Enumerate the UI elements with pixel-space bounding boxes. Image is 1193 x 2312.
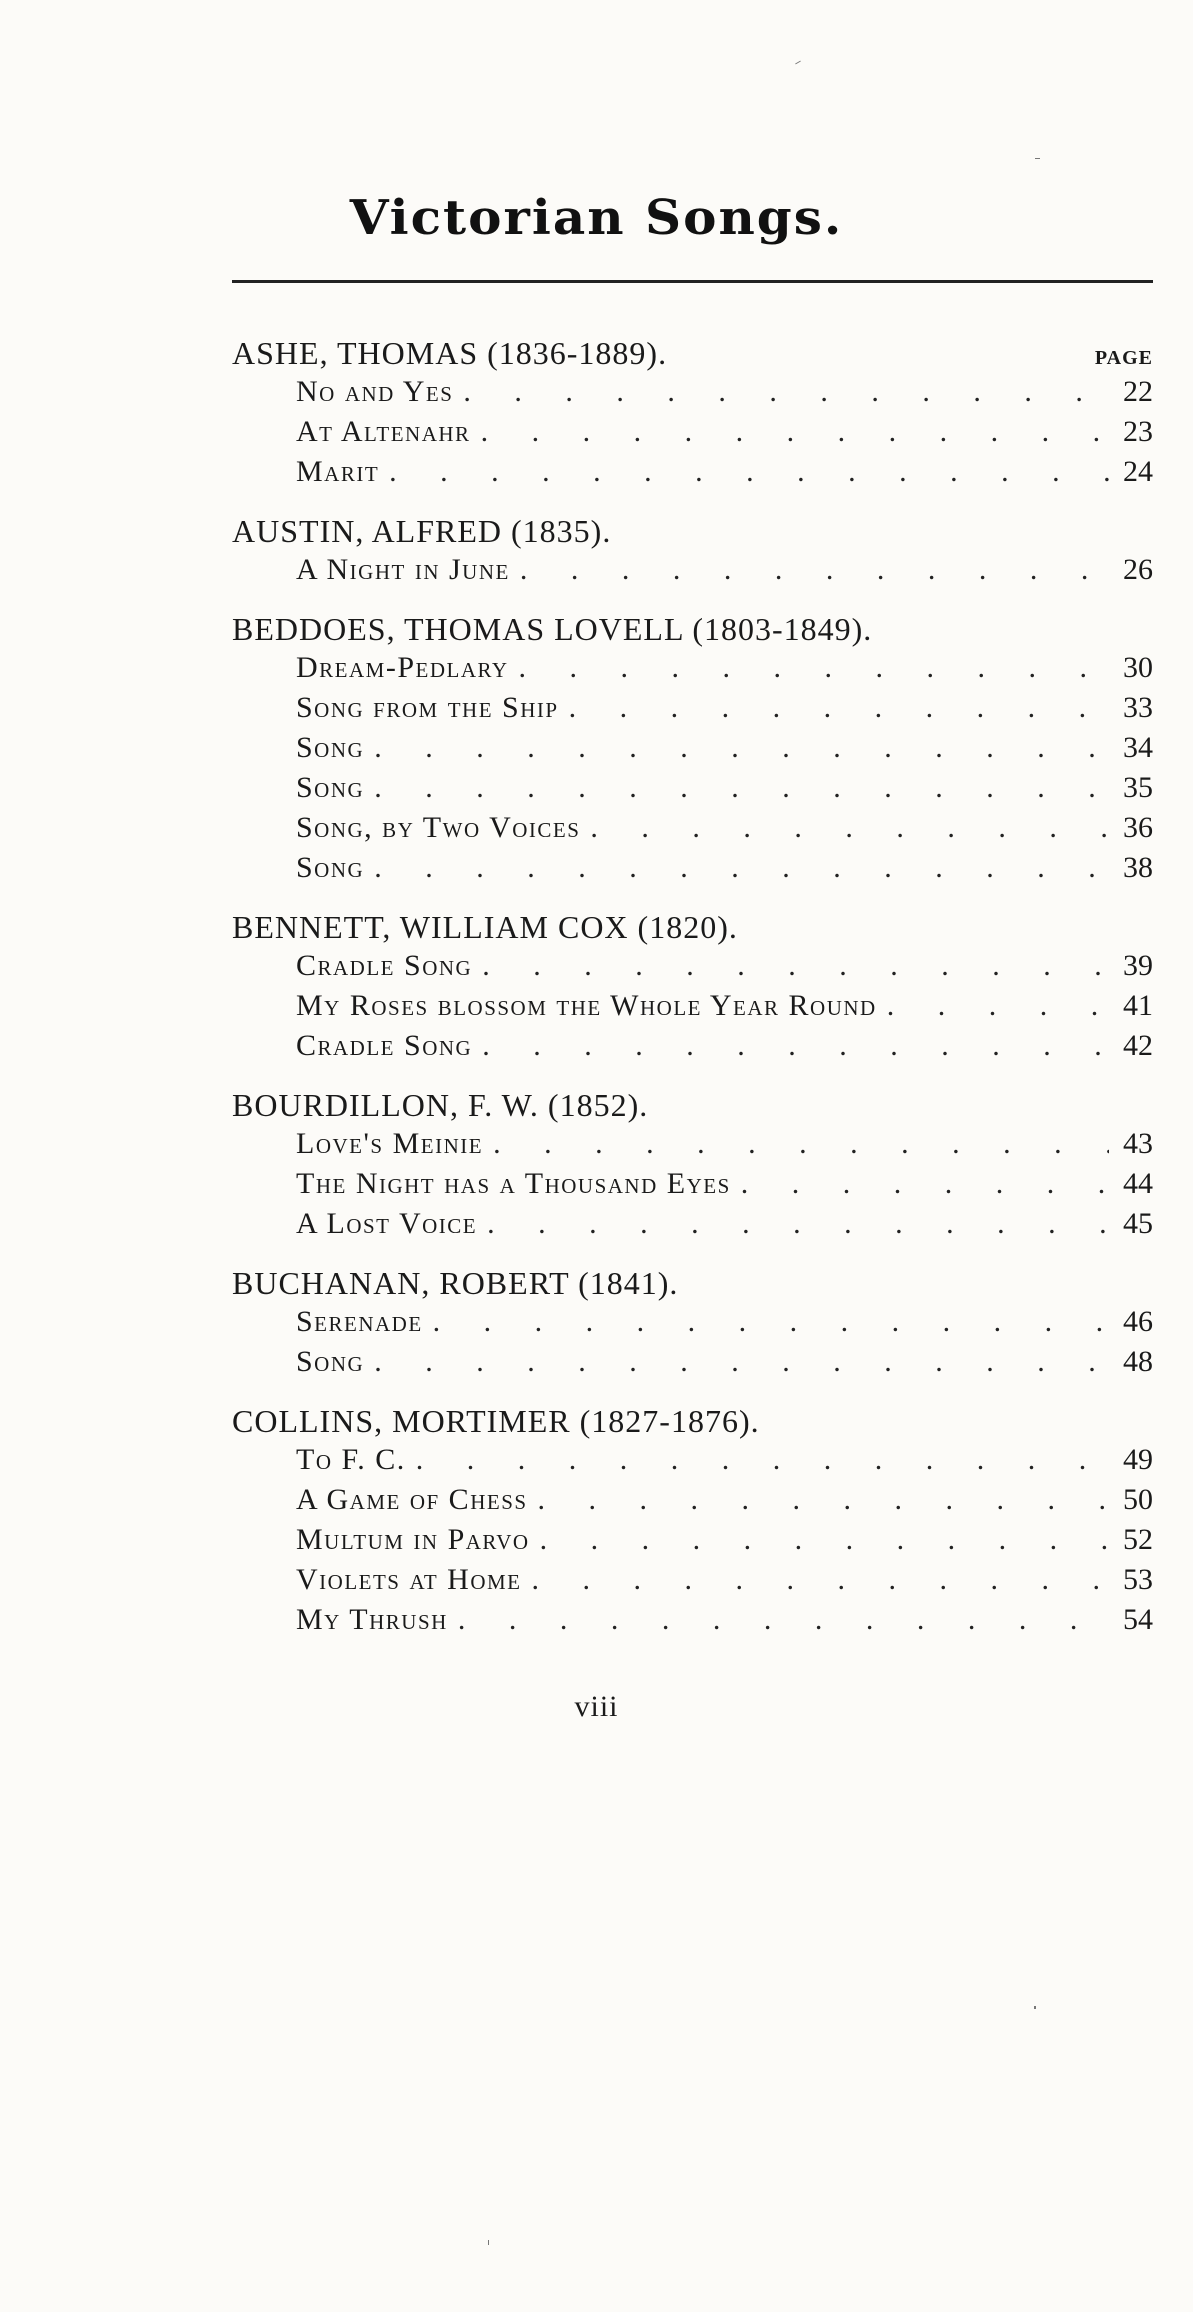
dot-leader <box>540 1520 1109 1560</box>
toc-section <box>232 1264 1153 1382</box>
entry-page-number: 43 <box>1123 1127 1153 1160</box>
entry-page-number: 24 <box>1123 455 1153 488</box>
entry-page-number: 33 <box>1123 691 1153 724</box>
entry-title: Love's Meinie <box>296 1127 484 1160</box>
toc-entry[interactable] <box>232 372 1153 412</box>
author-heading: BUCHANAN, ROBERT (1841). <box>232 1265 679 1301</box>
toc-entry[interactable] <box>232 1440 1153 1480</box>
entry-page-number: 22 <box>1123 375 1153 408</box>
entry-title: Song <box>296 1345 365 1378</box>
toc-entry[interactable] <box>232 412 1153 452</box>
dot-leader <box>463 372 1109 412</box>
toc-section <box>232 908 1153 1066</box>
toc-entry[interactable] <box>232 1302 1153 1342</box>
dot-leader <box>389 452 1109 492</box>
toc-section <box>232 1086 1153 1244</box>
entry-title: At Altenahr <box>296 415 471 448</box>
entry-title: Cradle Song <box>296 949 473 982</box>
dot-leader <box>538 1480 1109 1520</box>
scan-speck <box>1035 158 1040 159</box>
entry-title: Song, by Two Voices <box>296 811 581 844</box>
toc-entry[interactable] <box>232 848 1153 888</box>
entry-title: A Night in June <box>296 553 510 586</box>
dot-leader <box>374 728 1109 768</box>
entry-title: Marit <box>296 455 380 488</box>
dot-leader <box>433 1302 1109 1342</box>
author-heading-row <box>232 334 1153 372</box>
author-heading: BENNETT, WILLIAM COX (1820). <box>232 909 738 945</box>
dot-leader <box>487 1204 1109 1244</box>
toc-entry[interactable] <box>232 1124 1153 1164</box>
entry-title: Cradle Song <box>296 1029 473 1062</box>
dot-leader <box>493 1124 1109 1164</box>
toc-section <box>232 512 1153 590</box>
entry-title: Dream-Pedlary <box>296 651 509 684</box>
dot-leader <box>482 1026 1109 1066</box>
toc-entry[interactable] <box>232 688 1153 728</box>
entry-title: Serenade <box>296 1305 423 1338</box>
toc-entry[interactable] <box>232 452 1153 492</box>
page-column-label: PAGE <box>1094 347 1153 369</box>
entry-page-number: 34 <box>1123 731 1153 764</box>
page-folio: viii <box>574 1690 619 1723</box>
toc-entry[interactable] <box>232 1600 1153 1640</box>
title-rule <box>232 280 1153 283</box>
entry-page-number: 41 <box>1123 989 1153 1022</box>
entry-page-number: 44 <box>1123 1167 1153 1200</box>
toc-section <box>232 334 1153 492</box>
author-heading: ASHE, THOMAS (1836-1889). <box>232 335 668 371</box>
toc-entry[interactable] <box>232 728 1153 768</box>
entry-page-number: 52 <box>1123 1523 1153 1556</box>
scan-speck <box>488 2240 489 2245</box>
dot-leader <box>569 688 1109 728</box>
author-heading-row <box>232 1264 1153 1302</box>
dot-leader <box>416 1440 1109 1480</box>
entry-title: Song <box>296 771 365 804</box>
toc-entry[interactable] <box>232 1520 1153 1560</box>
entry-title: Song from the Ship <box>296 691 559 724</box>
dot-leader <box>590 808 1109 848</box>
toc-entry[interactable] <box>232 1480 1153 1520</box>
entry-page-number: 48 <box>1123 1345 1153 1378</box>
dot-leader <box>519 648 1109 688</box>
scan-speck <box>795 61 801 65</box>
toc-section <box>232 610 1153 888</box>
entry-page-number: 38 <box>1123 851 1153 884</box>
author-heading: BOURDILLON, F. W. (1852). <box>232 1087 649 1123</box>
entry-page-number: 49 <box>1123 1443 1153 1476</box>
entry-page-number: 54 <box>1123 1603 1153 1636</box>
toc-entry[interactable] <box>232 1204 1153 1244</box>
dot-leader <box>531 1560 1109 1600</box>
entry-page-number: 50 <box>1123 1483 1153 1516</box>
entry-page-number: 46 <box>1123 1305 1153 1338</box>
entry-page-number: 35 <box>1123 771 1153 804</box>
entry-page-number: 42 <box>1123 1029 1153 1062</box>
entry-title: Multum in Parvo <box>296 1523 530 1556</box>
author-heading-row <box>232 512 1153 550</box>
toc-entry[interactable] <box>232 946 1153 986</box>
toc-entry[interactable] <box>232 1026 1153 1066</box>
dot-leader <box>520 550 1109 590</box>
toc-entry[interactable] <box>232 1164 1153 1204</box>
dot-leader <box>481 412 1109 452</box>
entry-page-number: 23 <box>1123 415 1153 448</box>
entry-title: A Game of Chess <box>296 1483 528 1516</box>
dot-leader <box>887 986 1109 1026</box>
dot-leader <box>458 1600 1109 1640</box>
entry-page-number: 26 <box>1123 553 1153 586</box>
toc-entry[interactable] <box>232 1342 1153 1382</box>
toc-entry[interactable] <box>232 808 1153 848</box>
entry-title: The Night has a Thousand Eyes <box>296 1167 731 1200</box>
author-heading-row <box>232 908 1153 946</box>
entry-title: To F. C. <box>296 1443 406 1476</box>
author-heading-row <box>232 1086 1153 1124</box>
toc-entry[interactable] <box>232 648 1153 688</box>
toc-entry[interactable] <box>232 986 1153 1026</box>
dot-leader <box>741 1164 1109 1204</box>
dot-leader <box>374 768 1109 808</box>
page-title: Victorian Songs. <box>349 189 844 246</box>
author-heading: AUSTIN, ALFRED (1835). <box>232 513 612 549</box>
entry-title: Song <box>296 731 365 764</box>
toc-entry[interactable] <box>232 550 1153 590</box>
author-heading-row <box>232 610 1153 648</box>
entry-page-number: 45 <box>1123 1207 1153 1240</box>
entry-title: Song <box>296 851 365 884</box>
entry-title: No and Yes <box>296 375 454 408</box>
entry-title: My Roses blossom the Whole Year Round <box>296 989 877 1022</box>
entry-title: Violets at Home <box>296 1563 522 1596</box>
entry-page-number: 39 <box>1123 949 1153 982</box>
entry-title: My Thrush <box>296 1603 448 1636</box>
dot-leader <box>482 946 1109 986</box>
toc-entry[interactable] <box>232 768 1153 808</box>
author-heading: BEDDOES, THOMAS LOVELL (1803-1849). <box>232 611 873 647</box>
entry-page-number: 53 <box>1123 1563 1153 1596</box>
scan-speck <box>1034 2006 1036 2009</box>
entry-title: A Lost Voice <box>296 1207 478 1240</box>
table-of-contents <box>232 334 1153 1660</box>
entry-page-number: 36 <box>1123 811 1153 844</box>
toc-section <box>232 1402 1153 1640</box>
author-heading-row <box>232 1402 1153 1440</box>
dot-leader <box>374 1342 1109 1382</box>
toc-entry[interactable] <box>232 1560 1153 1600</box>
entry-page-number: 30 <box>1123 651 1153 684</box>
author-heading: COLLINS, MORTIMER (1827-1876). <box>232 1403 760 1439</box>
dot-leader <box>374 848 1109 888</box>
